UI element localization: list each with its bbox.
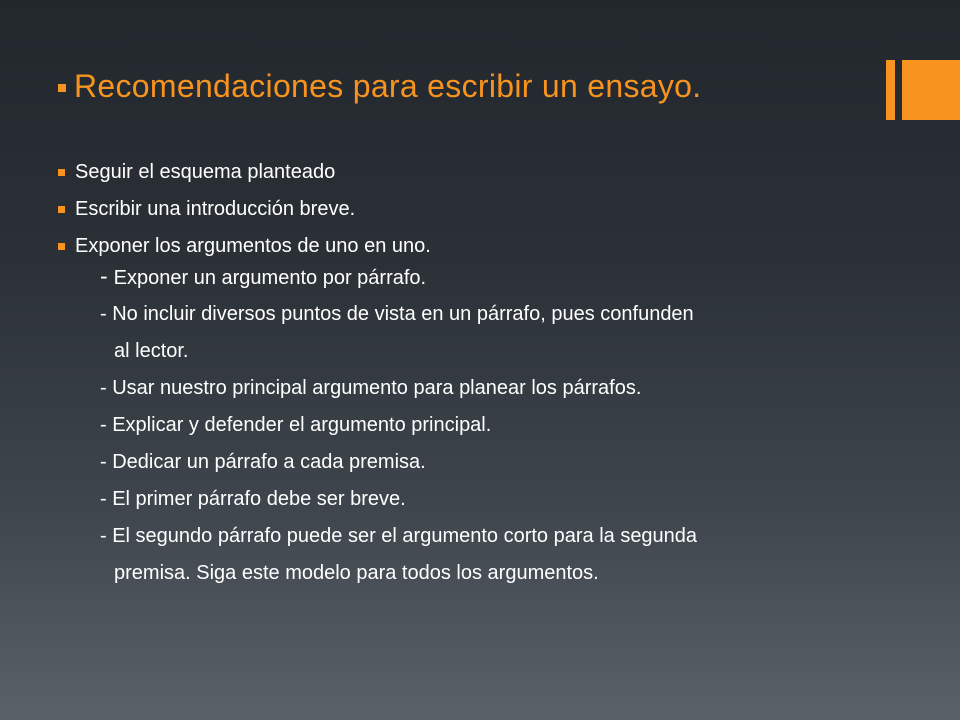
sub-point: - El primer párrafo debe ser breve. xyxy=(100,488,406,510)
sub-point: - El segundo párrafo puede ser el argumento corto para la segunda xyxy=(100,525,698,547)
sub-point-continuation: premisa. Siga este modelo para todos los argumentos. xyxy=(114,562,599,584)
accent-bar-thick xyxy=(902,60,960,120)
square-bullet-icon xyxy=(58,243,65,250)
title-bullet-icon xyxy=(58,84,66,92)
sub-point: - Dedicar un párrafo a cada premisa. xyxy=(100,451,426,473)
sub-point-continuation: al lector. xyxy=(114,340,189,362)
sub-point: - Usar nuestro principal argumento para planear los párrafos. xyxy=(100,377,642,399)
bullet-text: Seguir el esquema planteado xyxy=(75,161,336,183)
sub-point: - Explicar y defender el argumento principal. xyxy=(100,414,492,436)
bullet-item xyxy=(58,191,431,228)
slide-title: Recomendaciones para escribir un ensayo. xyxy=(74,68,702,104)
bullet-item xyxy=(58,154,431,191)
square-bullet-icon xyxy=(58,169,65,176)
sub-point-text: Exponer un argumento por párrafo. xyxy=(113,267,427,289)
sub-point xyxy=(100,258,697,296)
dash-marker: - xyxy=(100,263,108,289)
sub-point: - No incluir diversos puntos de vista en un párrafo, pues confunden xyxy=(100,303,694,325)
bullet-list xyxy=(58,154,431,265)
accent-bar-thin xyxy=(886,60,895,120)
bullet-text: Exponer los argumentos de uno en uno. xyxy=(75,235,431,257)
sub-point-list xyxy=(100,258,697,592)
title-row xyxy=(58,68,701,105)
bullet-text: Escribir una introducción breve. xyxy=(75,198,356,220)
square-bullet-icon xyxy=(58,206,65,213)
